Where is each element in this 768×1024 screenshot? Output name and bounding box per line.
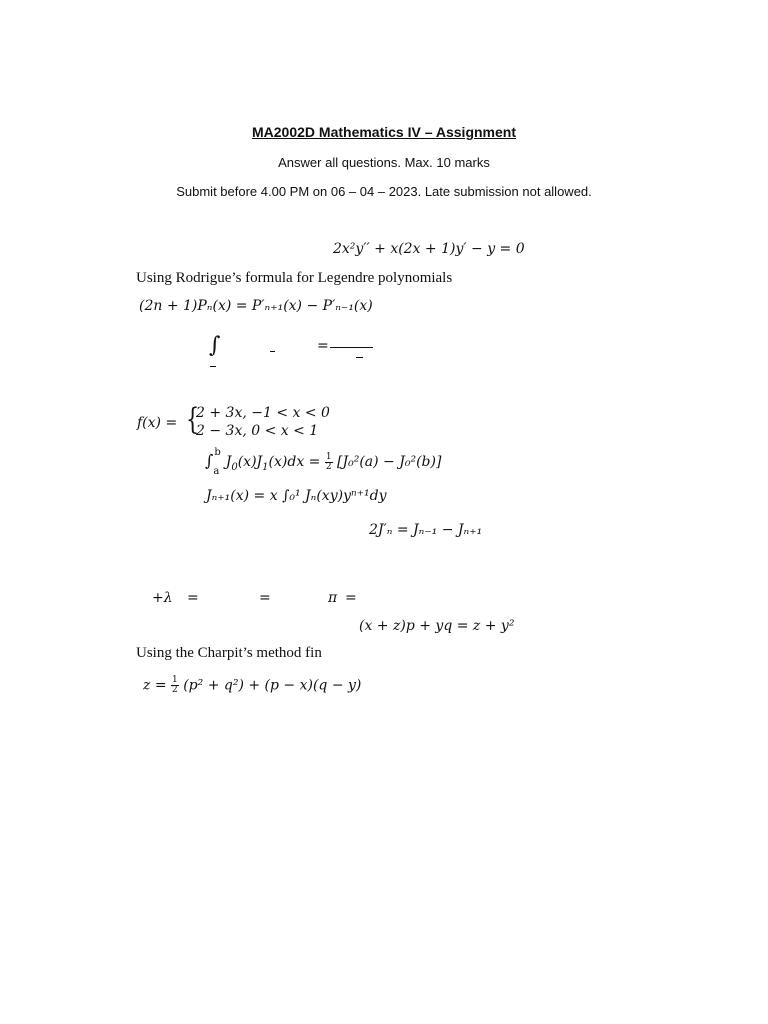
one-half-fraction: $\frac{1}{2}$ bbox=[172, 675, 178, 695]
charpit-equation: z = $\frac{1}{2}$ (p² + q²) + (p − x)(q − y) bbox=[143, 675, 362, 695]
piecewise-case-1: 2 + 3x, −1 < x < 0 bbox=[196, 405, 330, 421]
document-title: MA2002D Mathematics IV – Assignment bbox=[251, 124, 516, 140]
equals-sign: = bbox=[317, 338, 329, 354]
pi-symbol: π bbox=[328, 590, 338, 606]
pde-equation: (x + z)p + yq = z + y² bbox=[359, 618, 515, 634]
piecewise-case-2: 2 − 3x, 0 < x < 1 bbox=[196, 423, 319, 439]
equals-sign: = bbox=[187, 590, 199, 606]
integral-lower-mark bbox=[210, 366, 216, 367]
equals-sign: = bbox=[259, 590, 271, 606]
bessel-recursion: Jₙ₊₁(x) = x ∫₀¹ Jₙ(xy)yⁿ⁺¹dy bbox=[206, 488, 387, 504]
bessel-integral-rhs: [J₀²(a) − J₀²(b)] bbox=[337, 454, 442, 470]
dash-mark bbox=[270, 351, 275, 352]
deadline-line: Submit before 4.00 PM on 06 – 04 – 2023. Late submission not allowed. bbox=[176, 184, 592, 199]
rodrigues-prompt: Using Rodrigue’s formula for Legendre polynomials bbox=[136, 270, 453, 286]
instructions-line: Answer all questions. Max. 10 marks bbox=[278, 155, 490, 170]
fraction-bar bbox=[330, 347, 373, 348]
integral-sign: ∫ bbox=[209, 333, 221, 358]
bessel-integral-identity: $\int_a^bJ_0(x)J_1(x)dx$ = $\frac{1}{2}$ [J₀²(a) − J₀²(b)] bbox=[205, 447, 442, 477]
denominator-mark bbox=[356, 357, 363, 358]
left-brace: { bbox=[185, 402, 200, 437]
legendre-identity: (2n + 1)Pₙ(x) = P′ₙ₊₁(x) − P′ₙ₋₁(x) bbox=[139, 298, 373, 314]
charpit-prompt: Using the Charpit’s method fin bbox=[136, 645, 322, 661]
piecewise-lhs: f(x) = bbox=[137, 415, 178, 431]
charpit-equation-rhs: (p² + q²) + (p − x)(q − y) bbox=[183, 677, 362, 694]
one-half-fraction: $\frac{1}{2}$ bbox=[325, 451, 332, 472]
lambda-term: +λ bbox=[152, 590, 173, 606]
equals-sign: = bbox=[345, 590, 357, 606]
bessel-derivative: 2J′ₙ = Jₙ₋₁ − Jₙ₊₁ bbox=[369, 522, 483, 538]
ode-equation: 2x²y′′ + x(2x + 1)y′ − y = 0 bbox=[333, 241, 525, 257]
integral-symbol: ∫ bbox=[205, 451, 214, 470]
